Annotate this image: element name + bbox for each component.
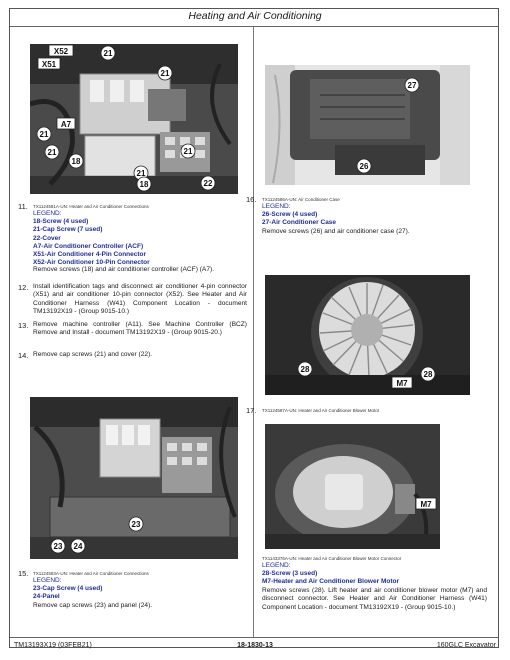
legend-item: 26-Screw (4 used) — [262, 211, 318, 219]
callout-x52: X52 — [53, 47, 69, 56]
step-text: Remove screws (18) and air conditioner controller (ACF) (A7). — [33, 266, 215, 273]
step-number: 14. — [18, 351, 29, 360]
photo-fig16-case — [265, 65, 470, 185]
callout-23: 23 — [131, 520, 141, 529]
step-text: Install identification tags and disconnect air conditioner 4-pin connector (X51) and air conditioner 10-pin connector (X52). See Heater and Air Conditioner Harness (W41) Component Location - document TM13192X19 - (Group 9015-10.) — [33, 283, 247, 316]
step-number: 11. — [18, 202, 28, 211]
legend-item: 23-Cap Screw (4 used) — [33, 585, 103, 593]
callout-21: 21 — [47, 148, 57, 157]
callout-28: 28 — [300, 365, 310, 374]
callout-a7: A7 — [60, 120, 72, 129]
callout-18: 18 — [139, 180, 149, 189]
callout-27: 27 — [407, 81, 417, 90]
callout-21: 21 — [136, 169, 146, 178]
callout-24: 24 — [73, 542, 83, 551]
legend-fig11 — [33, 210, 150, 267]
legend-title: LEGEND: — [33, 577, 62, 584]
step-number: 16. — [246, 195, 257, 204]
callout-28: 28 — [423, 370, 433, 379]
step-number: 17. — [246, 406, 257, 415]
callout-22: 22 — [203, 179, 213, 188]
figure-caption: TX1124583A-UN: Heater and Air Conditioner Connections — [33, 571, 149, 576]
callout-21: 21 — [160, 69, 170, 78]
legend-fig15 — [33, 577, 102, 602]
callout-m7: M7 — [396, 379, 408, 388]
step-number: 15. — [18, 569, 29, 578]
step-text: Remove screws (28). Lift heater and air conditioner blower motor (M7) and disconnect connector. See Heater and Air Conditioner Harness (W41) Component Location - document TM13192X19 - (Group 9015-10.) — [262, 587, 487, 611]
legend-item: 22-Cover — [33, 234, 61, 242]
figure-caption: TX1124586A-UN: Air Conditioner Case — [262, 197, 340, 202]
callout-18: 18 — [71, 157, 81, 166]
figure-caption: TX1143376A-UN: Heater and Air Conditioner Blower Motor Connector — [262, 556, 402, 561]
callout-21: 21 — [39, 130, 49, 139]
figure-caption: TX1124581A-UN: Heater and Air Conditioner Connections — [33, 204, 149, 209]
legend-item: 28-Screw (3 used) — [262, 570, 318, 578]
legend-item: 21-Cap Screw (7 used) — [33, 226, 103, 234]
callout-x51: X51 — [41, 60, 57, 69]
step-text: Remove cap screws (21) and cover (22). — [33, 351, 153, 358]
page-title: Heating and Air Conditioning — [188, 10, 322, 22]
callout-21: 21 — [103, 49, 113, 58]
callout-m7: M7 — [420, 500, 432, 509]
photo-fig17-blower-motor — [265, 275, 470, 395]
footer-model-name: 160GLC Excavator — [436, 642, 496, 649]
legend-item: 27-Air Conditioner Case — [262, 219, 337, 227]
legend-title: LEGEND: — [262, 203, 291, 210]
legend-title: LEGEND: — [33, 210, 62, 217]
legend-item: 18-Screw (4 used) — [33, 218, 89, 226]
step-text: Remove screws (26) and air conditioner case (27). — [262, 228, 410, 235]
footer-document-id: TM13193X19 (03FEB21) — [14, 642, 92, 649]
legend-item: A7-Air Conditioner Controller (ACF) — [33, 242, 144, 250]
legend-item: 24-Panel — [33, 593, 60, 601]
title-rule — [10, 26, 498, 27]
step-number: 13. — [18, 321, 29, 330]
photo-fig11-connections — [30, 44, 238, 194]
legend-item: M7-Heater and Air Conditioner Blower Motor — [262, 578, 399, 586]
step-number: 12. — [18, 283, 29, 292]
legend-fig16 — [262, 203, 336, 228]
callout-26: 26 — [359, 162, 369, 171]
callout-21: 21 — [183, 147, 193, 156]
legend-title: LEGEND: — [262, 562, 291, 569]
step-text: Remove cap screws (23) and panel (24). — [33, 602, 153, 609]
legend-item: X51-Air Conditioner 4-Pin Connector — [33, 251, 147, 259]
column-divider — [253, 27, 254, 637]
legend-item: X52-Air Conditioner 10-Pin Connector — [33, 259, 150, 267]
figure-caption: TX1124587A-UN: Heater and Air Conditioner Blower Motor — [262, 408, 380, 413]
step-text: Remove machine controller (A11). See Machine Controller (BCZ) Remove and Install - document TM13192X19 - (Group 9015-20.) — [33, 321, 247, 337]
footer-page-number: 18-1830-13 — [237, 642, 273, 649]
photo-fig17-blower-connector — [265, 424, 440, 549]
legend-fig17 — [262, 562, 399, 587]
callout-23: 23 — [53, 542, 63, 551]
bottom-rule — [10, 637, 498, 638]
photo-fig15-panel — [30, 397, 238, 559]
